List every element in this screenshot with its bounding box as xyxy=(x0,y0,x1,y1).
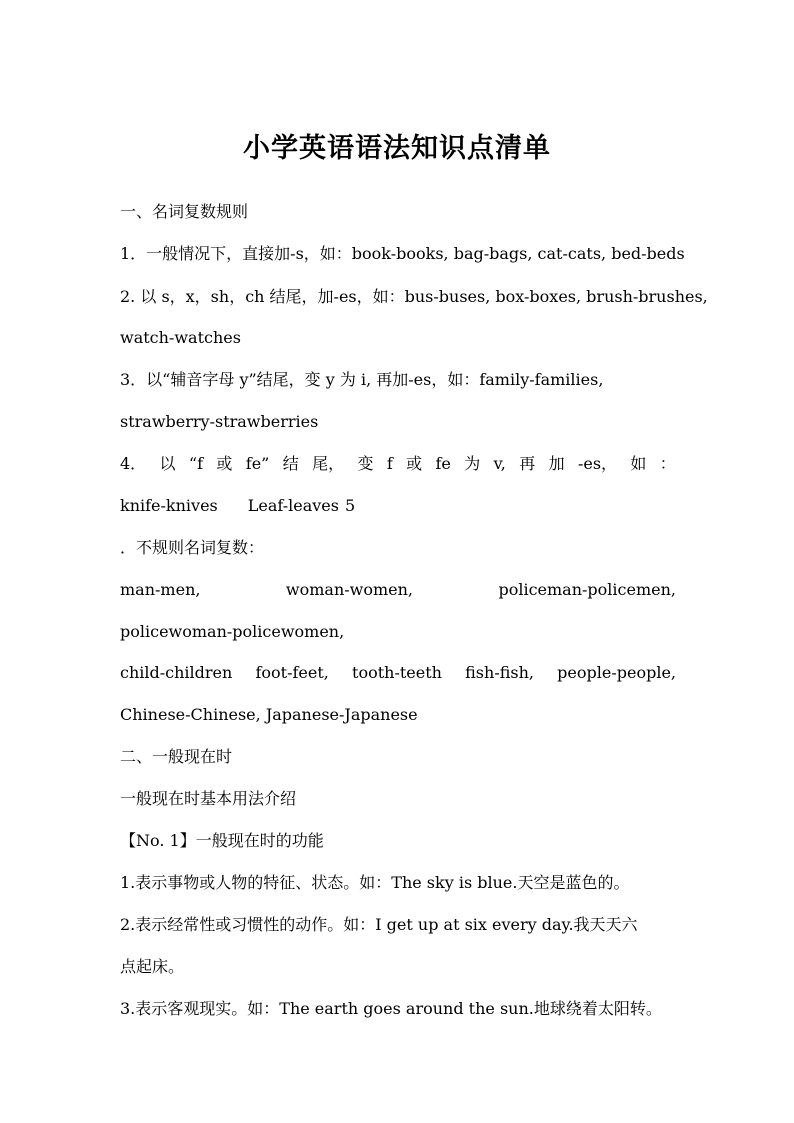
irregular-item: man-men, xyxy=(120,580,201,599)
rule4-part: ： xyxy=(659,454,676,473)
irregular-line3 xyxy=(120,663,676,683)
irregular-item: people-people, xyxy=(557,663,676,682)
document-title: 小学英语语法知识点清单 xyxy=(243,133,551,164)
rule4-part: 为 xyxy=(464,454,481,473)
rule4-part: 4． xyxy=(120,454,147,473)
section2-intro: 一般现在时基本用法介绍 xyxy=(120,789,297,808)
irregular-item: foot-feet, xyxy=(255,663,329,682)
example-knife: knife-knives xyxy=(120,496,218,515)
example-leaf: Leaf-leaves xyxy=(247,496,339,515)
use2-text-line2: 点起床。 xyxy=(120,957,185,976)
irregular-item: tooth-teeth xyxy=(352,663,442,682)
rule4-part: 或 xyxy=(406,454,423,473)
rule4-part: fe xyxy=(435,454,451,473)
rule5-number: 5 xyxy=(344,496,356,515)
rule4-part: 加 xyxy=(548,454,565,473)
irregular-line4: Chinese-Chinese, Japanese-Japanese xyxy=(120,705,418,724)
rule4-part: “f xyxy=(188,454,204,473)
rule4-part: 尾， xyxy=(312,454,345,473)
rule4-part: 以 xyxy=(159,454,176,473)
rule4-text-line2 xyxy=(120,496,676,516)
irregular-line1 xyxy=(120,580,676,600)
section2-heading: 二、一般现在时 xyxy=(120,747,233,766)
rule4-text-line1 xyxy=(120,454,676,474)
rule4-part: fe” xyxy=(245,454,270,473)
rule4-part: 再 xyxy=(519,454,536,473)
rule4-part: -es， xyxy=(577,454,618,473)
rule4-part: v, xyxy=(493,454,506,473)
irregular-item: fish-fish, xyxy=(465,663,534,682)
irregular-item: policeman-policemen, xyxy=(498,580,676,599)
rule3-text-line1: 3．以“辅音字母 y”结尾，变 y 为 i, 再加-es，如：family-families, xyxy=(120,370,604,389)
rule3-text-line2: strawberry-strawberries xyxy=(120,412,319,431)
rule5-heading: ．不规则名词复数： xyxy=(120,538,265,557)
section1-heading: 一、名词复数规则 xyxy=(120,202,249,221)
rule1-text: 1．一般情况下，直接加-s，如：book-books, bag-bags, cat-cats, bed-beds xyxy=(120,244,685,263)
rule2-text-line2: watch-watches xyxy=(120,328,241,347)
rule4-part: f xyxy=(386,454,393,473)
use3-text: 3.表示客观现实。如：The earth goes around the sun.地球绕着太阳转。 xyxy=(120,999,662,1018)
irregular-line2: policewoman-policewomen, xyxy=(120,622,345,641)
use2-text-line1: 2.表示经常性或习惯性的动作。如：I get up at six every day.我天天六 xyxy=(120,915,638,934)
rule4-part: 结 xyxy=(282,454,299,473)
rule4-part: 变 xyxy=(357,454,374,473)
rule4-part: 如 xyxy=(630,454,647,473)
irregular-item: woman-women, xyxy=(285,580,414,599)
irregular-item: child-children xyxy=(120,663,233,682)
use1-text: 1.表示事物或人物的特征、状态。如：The sky is blue.天空是蓝色的。 xyxy=(120,873,630,892)
no1-heading: 【No. 1】一般现在时的功能 xyxy=(120,831,324,850)
rule4-part: 或 xyxy=(216,454,233,473)
rule2-text-line1: 2. 以 s，x，sh，ch 结尾，加-es，如：bus-buses, box-boxes, brush-brushes, xyxy=(120,287,708,306)
